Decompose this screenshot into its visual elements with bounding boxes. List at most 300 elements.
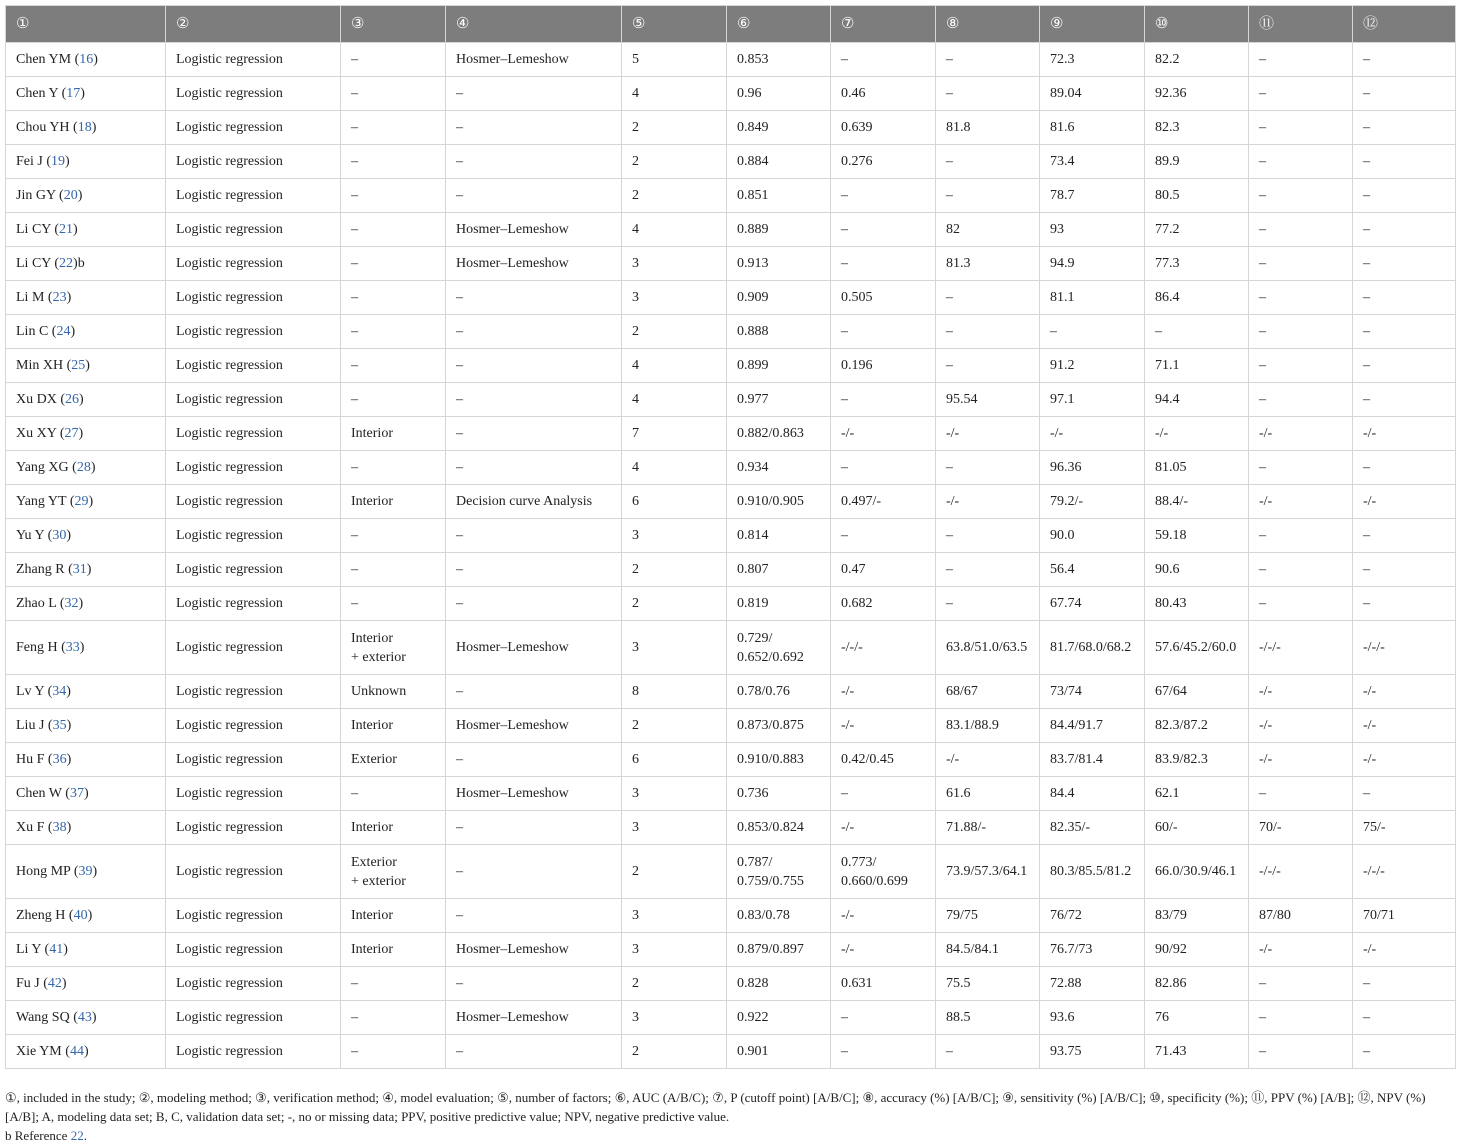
data-cell: 0.497/-	[831, 485, 936, 519]
header-cell: ③	[341, 6, 446, 43]
data-cell: -/-/-	[1249, 845, 1353, 899]
study-cell: Chou YH (18)	[6, 111, 166, 145]
data-cell: Logistic regression	[166, 111, 341, 145]
data-cell: 88.5	[936, 1001, 1040, 1035]
data-cell: –	[446, 111, 622, 145]
data-cell: 3	[622, 933, 727, 967]
reference-link[interactable]: 32	[64, 596, 79, 611]
data-cell: –	[1249, 519, 1353, 553]
study-cell: Xu XY (27)	[6, 417, 166, 451]
study-author: Hu F	[16, 752, 45, 767]
data-cell: Logistic regression	[166, 281, 341, 315]
study-author: Li Y	[16, 942, 42, 957]
data-cell: -/-	[1353, 675, 1456, 709]
data-cell: 0.47	[831, 553, 936, 587]
study-cell: Li CY (21)	[6, 213, 166, 247]
reference-link[interactable]: 20	[63, 188, 78, 203]
data-cell: -/-/-	[1353, 621, 1456, 675]
data-cell: Logistic regression	[166, 315, 341, 349]
reference-link[interactable]: 39	[78, 864, 93, 879]
data-cell: –	[936, 179, 1040, 213]
data-cell: 3	[622, 621, 727, 675]
data-cell: –	[936, 281, 1040, 315]
data-cell: Logistic regression	[166, 811, 341, 845]
data-cell: –	[1353, 519, 1456, 553]
table-row	[6, 1001, 1456, 1035]
study-author: Li CY	[16, 256, 51, 271]
data-cell: 2	[622, 587, 727, 621]
data-cell: –	[446, 349, 622, 383]
data-cell: 0.901	[727, 1035, 831, 1069]
data-cell: 93	[1040, 213, 1145, 247]
data-cell: 0.884	[727, 145, 831, 179]
data-cell: Interior	[341, 709, 446, 743]
study-author: Min XH	[16, 358, 64, 373]
data-cell: Unknown	[341, 675, 446, 709]
data-cell: –	[1249, 77, 1353, 111]
data-cell: 0.910/0.905	[727, 485, 831, 519]
data-cell: 90.6	[1145, 553, 1249, 587]
data-cell: –	[1249, 777, 1353, 811]
data-cell: 86.4	[1145, 281, 1249, 315]
data-cell: Logistic regression	[166, 213, 341, 247]
prediction-model-table	[5, 5, 1456, 1069]
data-cell: 0.787/ 0.759/0.755	[727, 845, 831, 899]
study-author: Chou YH	[16, 120, 70, 135]
data-cell: -/-	[1249, 485, 1353, 519]
data-cell: 75/-	[1353, 811, 1456, 845]
study-cell: Zheng H (40)	[6, 899, 166, 933]
header-row	[6, 6, 1456, 43]
header-cell: ⑦	[831, 6, 936, 43]
data-cell: -/-	[1353, 485, 1456, 519]
data-cell: –	[1353, 553, 1456, 587]
data-cell: –	[1353, 349, 1456, 383]
study-cell: Xu DX (26)	[6, 383, 166, 417]
data-cell: 81.05	[1145, 451, 1249, 485]
study-author: Yang XG	[16, 460, 69, 475]
data-cell: 81.6	[1040, 111, 1145, 145]
reference-footnote-prefix: b Reference	[5, 1128, 71, 1143]
data-cell: –	[1249, 145, 1353, 179]
data-cell: 72.3	[1040, 43, 1145, 77]
data-cell: –	[1353, 777, 1456, 811]
data-cell: 84.5/84.1	[936, 933, 1040, 967]
data-cell: 94.9	[1040, 247, 1145, 281]
data-cell: 63.8/51.0/63.5	[936, 621, 1040, 675]
data-cell: 82	[936, 213, 1040, 247]
data-cell: –	[1249, 451, 1353, 485]
data-cell: 76.7/73	[1040, 933, 1145, 967]
reference-link[interactable]: 37	[69, 786, 84, 801]
data-cell: 93.75	[1040, 1035, 1145, 1069]
study-author: Lv Y	[16, 684, 45, 699]
data-cell: 0.882/0.863	[727, 417, 831, 451]
data-cell: Interior	[341, 933, 446, 967]
data-cell: –	[341, 383, 446, 417]
header-cell: ⑫	[1353, 6, 1456, 43]
table-row	[6, 145, 1456, 179]
data-cell: 0.849	[727, 111, 831, 145]
data-cell: Logistic regression	[166, 179, 341, 213]
study-author: Yang YT	[16, 494, 67, 509]
data-cell: –	[341, 315, 446, 349]
data-cell: 89.04	[1040, 77, 1145, 111]
reference-link[interactable]: 42	[47, 976, 62, 991]
data-cell: Logistic regression	[166, 485, 341, 519]
data-cell: –	[341, 519, 446, 553]
table-row	[6, 709, 1456, 743]
study-cell: Li M (23)	[6, 281, 166, 315]
study-author: Xu DX	[16, 392, 57, 407]
data-cell: 0.909	[727, 281, 831, 315]
data-cell: –	[341, 43, 446, 77]
data-cell: 2	[622, 1035, 727, 1069]
data-cell: Logistic regression	[166, 933, 341, 967]
table-row	[6, 179, 1456, 213]
data-cell: 89.9	[1145, 145, 1249, 179]
data-cell: Logistic regression	[166, 675, 341, 709]
study-cell: Chen Y (17)	[6, 77, 166, 111]
study-cell: Hu F (36)	[6, 743, 166, 777]
data-cell: -/-	[831, 709, 936, 743]
header-cell: ⑤	[622, 6, 727, 43]
reference-link[interactable]: 41	[49, 942, 64, 957]
data-cell: –	[446, 451, 622, 485]
data-cell: –	[831, 43, 936, 77]
header-cell: ⑩	[1145, 6, 1249, 43]
data-cell: –	[1353, 1001, 1456, 1035]
table-body	[6, 43, 1456, 1069]
data-cell: 73/74	[1040, 675, 1145, 709]
data-cell: –	[446, 553, 622, 587]
data-cell: –	[341, 179, 446, 213]
data-cell: –	[341, 145, 446, 179]
study-author: Zhang R	[16, 562, 65, 577]
data-cell: –	[341, 213, 446, 247]
header-cell: ⑧	[936, 6, 1040, 43]
reference-link[interactable]: 34	[52, 684, 67, 699]
data-cell: –	[341, 1001, 446, 1035]
data-cell: –	[1249, 553, 1353, 587]
study-cell: Lin C (24)	[6, 315, 166, 349]
data-cell: –	[1353, 383, 1456, 417]
study-cell: Chen W (37)	[6, 777, 166, 811]
study-cell: Li Y (41)	[6, 933, 166, 967]
reference-link[interactable]: 18	[77, 120, 92, 135]
data-cell: –	[831, 519, 936, 553]
study-author: Zheng H	[16, 908, 66, 923]
data-cell: 84.4	[1040, 777, 1145, 811]
study-author: Chen Y	[16, 86, 59, 101]
table-row	[6, 845, 1456, 899]
data-cell: Interior	[341, 485, 446, 519]
data-cell: –	[1249, 1001, 1353, 1035]
data-cell: 7	[622, 417, 727, 451]
data-cell: 57.6/45.2/60.0	[1145, 621, 1249, 675]
reference-link[interactable]: 36	[52, 752, 67, 767]
data-cell: –	[1249, 111, 1353, 145]
data-cell: –	[341, 1035, 446, 1069]
data-cell: –	[1249, 179, 1353, 213]
data-cell: –	[1353, 213, 1456, 247]
data-cell: 0.853/0.824	[727, 811, 831, 845]
table-row	[6, 43, 1456, 77]
data-cell: 0.889	[727, 213, 831, 247]
data-cell: -/-	[831, 811, 936, 845]
study-author: Fei J	[16, 154, 43, 169]
data-cell: 0.729/ 0.652/0.692	[727, 621, 831, 675]
data-cell: 0.42/0.45	[831, 743, 936, 777]
reference-link[interactable]: 27	[64, 426, 79, 441]
data-cell: –	[1249, 247, 1353, 281]
data-cell: 0.639	[831, 111, 936, 145]
study-cell: Feng H (33)	[6, 621, 166, 675]
reference-link[interactable]: 30	[52, 528, 67, 543]
study-cell: Yu Y (30)	[6, 519, 166, 553]
data-cell: 0.78/0.76	[727, 675, 831, 709]
data-cell: 0.807	[727, 553, 831, 587]
reference-link[interactable]: 19	[51, 154, 66, 169]
reference-link[interactable]: 25	[71, 358, 86, 373]
study-cell: Jin GY (20)	[6, 179, 166, 213]
reference-link[interactable]: 16	[79, 52, 94, 67]
table-row	[6, 247, 1456, 281]
data-cell: -/-	[1040, 417, 1145, 451]
data-cell: –	[1353, 1035, 1456, 1069]
data-cell: –	[1353, 247, 1456, 281]
data-cell: 83.1/88.9	[936, 709, 1040, 743]
reference-link[interactable]: 28	[76, 460, 91, 475]
table-row	[6, 417, 1456, 451]
data-cell: Decision curve Analysis	[446, 485, 622, 519]
data-cell: –	[1249, 587, 1353, 621]
data-cell: Logistic regression	[166, 899, 341, 933]
reference-footnote	[5, 1126, 1455, 1145]
header-cell: ⑪	[1249, 6, 1353, 43]
data-cell: –	[936, 451, 1040, 485]
data-cell: 73.4	[1040, 145, 1145, 179]
data-cell: 4	[622, 77, 727, 111]
data-cell: 0.888	[727, 315, 831, 349]
data-cell: –	[1249, 315, 1353, 349]
study-cell: Xie YM (44)	[6, 1035, 166, 1069]
data-cell: -/-/-	[1249, 621, 1353, 675]
table-row	[6, 967, 1456, 1001]
data-cell: –	[446, 145, 622, 179]
data-cell: Interior	[341, 811, 446, 845]
data-cell: -/-	[936, 417, 1040, 451]
table-row	[6, 621, 1456, 675]
data-cell: –	[1353, 111, 1456, 145]
data-cell: -/-	[936, 485, 1040, 519]
reference-suffix: b	[77, 256, 85, 271]
header-cell: ①	[6, 6, 166, 43]
reference-link[interactable]: 29	[74, 494, 89, 509]
study-cell: Fu J (42)	[6, 967, 166, 1001]
study-cell: Yang YT (29)	[6, 485, 166, 519]
data-cell: –	[936, 587, 1040, 621]
reference-footnote-suffix: .	[83, 1128, 87, 1143]
data-cell: –	[446, 811, 622, 845]
table-row	[6, 587, 1456, 621]
data-cell: Logistic regression	[166, 709, 341, 743]
data-cell: 3	[622, 1001, 727, 1035]
data-cell: 70/71	[1353, 899, 1456, 933]
data-cell: –	[446, 179, 622, 213]
data-cell: –	[1249, 213, 1353, 247]
data-cell: 87/80	[1249, 899, 1353, 933]
data-cell: –	[341, 553, 446, 587]
study-author: Xu XY	[16, 426, 57, 441]
table-row	[6, 77, 1456, 111]
reference-link[interactable]: 22	[59, 256, 74, 271]
reference-link[interactable]: 22	[70, 1128, 84, 1143]
data-cell: Hosmer–Lemeshow	[446, 1001, 622, 1035]
reference-link[interactable]: 31	[72, 562, 87, 577]
study-author: Li M	[16, 290, 45, 305]
study-cell: Wang SQ (43)	[6, 1001, 166, 1035]
data-cell: –	[446, 899, 622, 933]
data-cell: -/-	[1353, 417, 1456, 451]
data-cell: 95.54	[936, 383, 1040, 417]
data-cell: 80.5	[1145, 179, 1249, 213]
study-author: Yu Y	[16, 528, 45, 543]
data-cell: –	[936, 43, 1040, 77]
data-cell: 0.96	[727, 77, 831, 111]
data-cell: Logistic regression	[166, 777, 341, 811]
data-cell: -/-	[1249, 743, 1353, 777]
data-cell: –	[446, 1035, 622, 1069]
study-cell: Zhang R (31)	[6, 553, 166, 587]
data-cell: 90.0	[1040, 519, 1145, 553]
data-cell: 70/-	[1249, 811, 1353, 845]
data-cell: 2	[622, 179, 727, 213]
data-cell: -/-/-	[1353, 845, 1456, 899]
data-cell: –	[446, 383, 622, 417]
reference-link[interactable]: 23	[52, 290, 67, 305]
study-cell: Hong MP (39)	[6, 845, 166, 899]
data-cell: 5	[622, 43, 727, 77]
data-cell: 6	[622, 743, 727, 777]
data-cell: Logistic regression	[166, 451, 341, 485]
data-cell: 82.2	[1145, 43, 1249, 77]
table-row	[6, 553, 1456, 587]
data-cell: 0.631	[831, 967, 936, 1001]
data-cell: –	[831, 315, 936, 349]
data-cell: 97.1	[1040, 383, 1145, 417]
data-cell: –	[446, 281, 622, 315]
data-cell: –	[1249, 281, 1353, 315]
data-cell: 92.36	[1145, 77, 1249, 111]
data-cell: –	[1353, 43, 1456, 77]
data-cell: 76/72	[1040, 899, 1145, 933]
study-author: Lin C	[16, 324, 49, 339]
study-cell: Li CY (22)b	[6, 247, 166, 281]
data-cell: -/-	[831, 933, 936, 967]
data-cell: 0.196	[831, 349, 936, 383]
table-row	[6, 111, 1456, 145]
data-cell: 67/64	[1145, 675, 1249, 709]
data-cell: –	[1353, 281, 1456, 315]
data-cell: –	[1249, 349, 1353, 383]
data-cell: 77.3	[1145, 247, 1249, 281]
reference-link[interactable]: 38	[52, 820, 67, 835]
table-footnotes	[5, 1088, 1455, 1145]
data-cell: Hosmer–Lemeshow	[446, 709, 622, 743]
table-row	[6, 811, 1456, 845]
data-cell: –	[341, 587, 446, 621]
data-cell: –	[1249, 43, 1353, 77]
data-cell: 62.1	[1145, 777, 1249, 811]
reference-link[interactable]: 40	[73, 908, 88, 923]
table-row	[6, 451, 1456, 485]
data-cell: 76	[1145, 1001, 1249, 1035]
header-cell: ⑥	[727, 6, 831, 43]
data-cell: Logistic regression	[166, 349, 341, 383]
data-cell: Exterior	[341, 743, 446, 777]
data-cell: -/-	[831, 417, 936, 451]
data-cell: –	[831, 247, 936, 281]
data-cell: Logistic regression	[166, 519, 341, 553]
data-cell: 60/-	[1145, 811, 1249, 845]
data-cell: 90/92	[1145, 933, 1249, 967]
reference-link[interactable]: 33	[65, 640, 80, 655]
data-cell: –	[1249, 967, 1353, 1001]
data-cell: Hosmer–Lemeshow	[446, 213, 622, 247]
reference-link[interactable]: 44	[69, 1044, 84, 1059]
table-row	[6, 519, 1456, 553]
table-row	[6, 213, 1456, 247]
data-cell: –	[1249, 1035, 1353, 1069]
data-cell: -/-	[831, 899, 936, 933]
data-cell: –	[831, 179, 936, 213]
data-cell: Logistic regression	[166, 145, 341, 179]
data-cell: Exterior + exterior	[341, 845, 446, 899]
study-author: Feng H	[16, 640, 58, 655]
data-cell: -/-	[1249, 675, 1353, 709]
study-author: Xie YM	[16, 1044, 62, 1059]
data-cell: –	[936, 315, 1040, 349]
reference-link[interactable]: 26	[65, 392, 80, 407]
reference-link[interactable]: 43	[77, 1010, 92, 1025]
data-cell: 0.83/0.78	[727, 899, 831, 933]
abbreviation-footnote: ①, included in the study; ②, modeling method; ③, verification method; ④, model evaluation; ⑤, number of factors; ⑥, AUC (A/B/C); ⑦, P (cutoff point) [A/B/C]; ⑧, accuracy (%) [A/B/C]; ⑨, sensitivity (%) [A/B/C]; ⑩, specificity (%); ⑪, PPV (%) [A/B]; ⑫, NPV (%) [A/B]; A, modeling data set; B, C, validation data set; -, no or missing data; PPV, positive predictive value; NPV, negative predictive value.	[5, 1090, 1426, 1124]
data-cell: 94.4	[1145, 383, 1249, 417]
data-cell: 73.9/57.3/64.1	[936, 845, 1040, 899]
data-cell: 3	[622, 519, 727, 553]
data-cell: 2	[622, 145, 727, 179]
data-cell: 80.3/85.5/81.2	[1040, 845, 1145, 899]
reference-link[interactable]: 17	[66, 86, 81, 101]
data-cell: –	[936, 1035, 1040, 1069]
data-cell: 0.922	[727, 1001, 831, 1035]
data-cell: 0.814	[727, 519, 831, 553]
data-cell: –	[446, 845, 622, 899]
reference-link[interactable]: 35	[52, 718, 67, 733]
data-cell: Interior + exterior	[341, 621, 446, 675]
reference-link[interactable]: 24	[56, 324, 71, 339]
data-cell: 0.828	[727, 967, 831, 1001]
reference-link[interactable]: 21	[59, 222, 74, 237]
data-cell: 0.46	[831, 77, 936, 111]
data-cell: –	[341, 451, 446, 485]
data-cell: 2	[622, 709, 727, 743]
table-row	[6, 933, 1456, 967]
data-cell: 3	[622, 811, 727, 845]
data-cell: –	[936, 77, 1040, 111]
data-cell: 82.3/87.2	[1145, 709, 1249, 743]
